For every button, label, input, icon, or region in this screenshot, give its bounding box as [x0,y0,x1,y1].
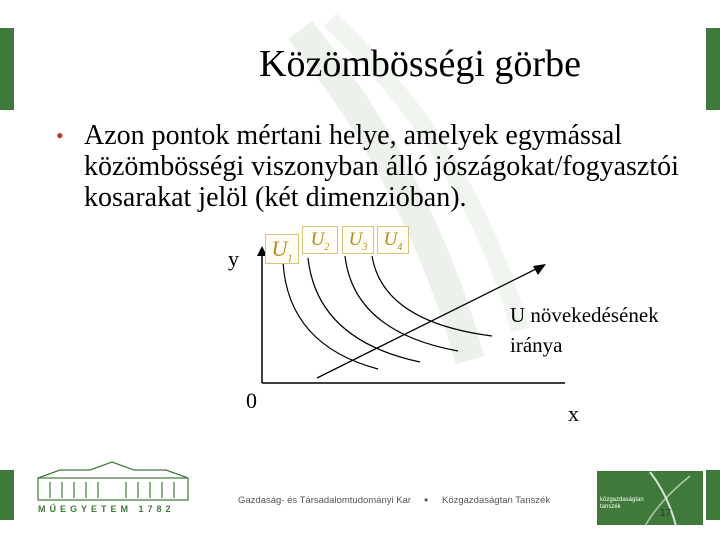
footer-faculty: Gazdaság- és Társadalomtudományi Kar [238,495,412,506]
origin-label: 0 [246,388,257,413]
slide-title: Közömbösségi görbe [259,43,581,85]
department-logo-text: közgazdaságtan tanszék [600,497,644,510]
x-axis-label: x [568,401,579,426]
curve-label-u1: $U_1$ [265,234,299,264]
curve-label-u4: $U_4$ [377,226,409,254]
arrow-annotation-line2: iránya [510,333,563,357]
bullet-icon: • [56,123,64,148]
arrow-annotation-line1: U növekedésének [510,303,659,327]
bullet-text: Azon pontok mértani helye, amelyek egymással közömbösségi viszonyban álló jószágokat/fogyasztói kosarakat jelöl (két dimenzióban). [84,120,679,213]
curve-label-u2: $U_2$ [302,226,338,254]
footer-separator: • [424,493,429,507]
y-axis-label: y [228,246,239,271]
page-number: 17 [660,508,672,519]
university-logo-text: MŰEGYETEM 1782 [38,504,175,514]
footer-department: Közgazdaságtan Tanszék [442,495,551,506]
curve-label-u3: $U_3$ [342,226,374,254]
